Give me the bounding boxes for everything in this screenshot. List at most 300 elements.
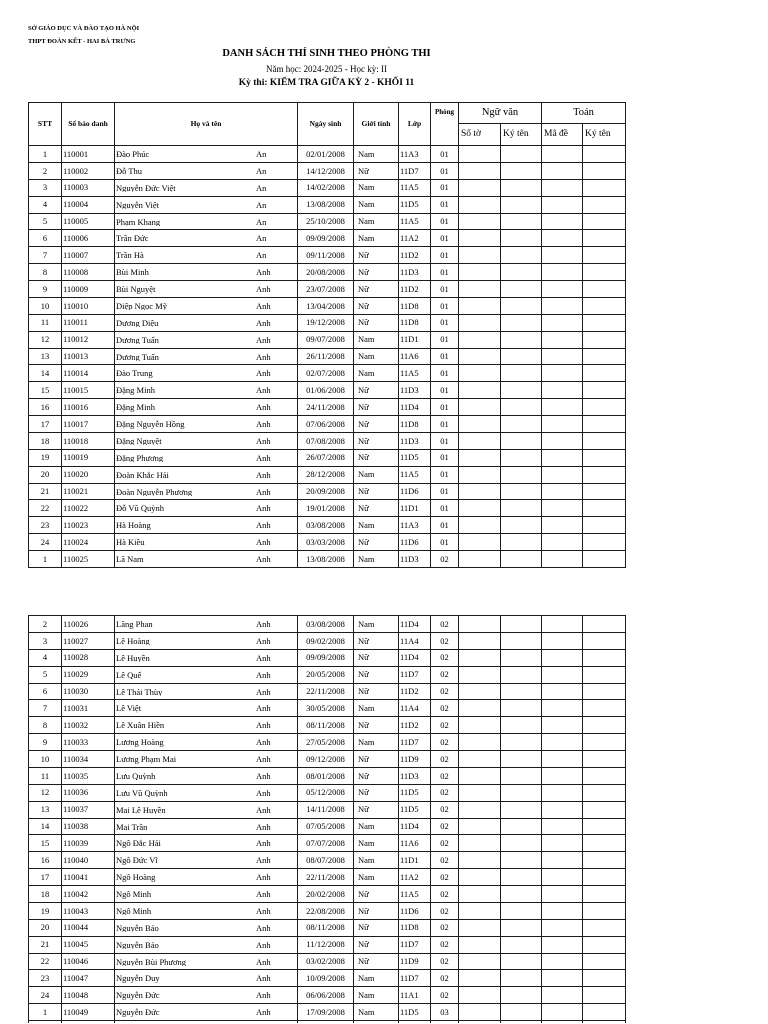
name-cell: [115, 534, 298, 551]
room-cell: 02: [431, 987, 459, 1004]
gender-cell: Nữ: [354, 649, 399, 666]
stt-cell: 16: [29, 399, 62, 416]
name-cell: [115, 700, 298, 717]
gender-cell: Nữ: [354, 936, 399, 953]
birth-date-cell: 10/09/2008: [298, 970, 354, 987]
candidate-id-cell: 110009: [62, 281, 115, 298]
surname-text: Ngô Hoàng: [116, 873, 156, 882]
table-row: [29, 314, 626, 331]
birth-date-cell: 20/05/2008: [298, 666, 354, 683]
surname-text: Ngô Đắc Hải: [116, 839, 161, 848]
surname-text: Lương Phạm Mai: [116, 755, 177, 764]
name-cell: [115, 449, 298, 466]
candidate-id-cell: 110016: [62, 399, 115, 416]
name-cell: [115, 1004, 298, 1021]
birth-date-cell: 20/09/2008: [298, 483, 354, 500]
math-signature-cell: [583, 196, 626, 213]
literature-sheets-cell: [459, 970, 501, 987]
gender-cell: Nữ: [354, 632, 399, 649]
class-cell: 11A4: [399, 700, 431, 717]
literature-sheets-cell: [459, 683, 501, 700]
surname-text: Dương Tuấn: [116, 352, 159, 362]
literature-signature-cell: [501, 700, 542, 717]
literature-sheets-cell: [459, 399, 501, 416]
math-exam-code-cell: [542, 632, 583, 649]
candidate-id-cell: 110029: [62, 666, 115, 683]
partial-cell: [431, 1021, 459, 1024]
stt-cell: 15: [29, 382, 62, 399]
candidate-id-cell: 110020: [62, 466, 115, 483]
name-cell: [115, 936, 298, 953]
candidate-id-cell: 110008: [62, 264, 115, 281]
name-cell: [115, 382, 298, 399]
math-signature-cell: [583, 399, 626, 416]
col-header-candidate-id: Số báo danh: [62, 103, 115, 146]
room-cell: 02: [431, 902, 459, 919]
class-cell: 11A6: [399, 348, 431, 365]
class-cell: 11D5: [399, 1004, 431, 1021]
given-name-text: Anh: [256, 435, 271, 446]
table-row: [29, 297, 626, 314]
candidate-id-cell: 110035: [62, 767, 115, 784]
literature-sheets-cell: [459, 835, 501, 852]
candidate-id-cell: 110045: [62, 936, 115, 953]
partial-cell: [115, 1021, 298, 1024]
room-cell: 02: [431, 818, 459, 835]
candidate-id-cell: 110038: [62, 818, 115, 835]
room-cell: 02: [431, 734, 459, 751]
math-exam-code-cell: [542, 886, 583, 903]
candidate-id-cell: 110040: [62, 852, 115, 869]
table-row: [29, 416, 626, 433]
literature-signature-cell: [501, 683, 542, 700]
name-cell: [115, 987, 298, 1004]
candidate-id-cell: 110017: [62, 416, 115, 433]
stt-cell: 23: [29, 970, 62, 987]
birth-date-cell: 26/07/2008: [298, 449, 354, 466]
math-exam-code-cell: [542, 919, 583, 936]
candidate-id-cell: 110004: [62, 196, 115, 213]
math-signature-cell: [583, 162, 626, 179]
stt-cell: 4: [29, 196, 62, 213]
class-cell: 11D8: [399, 297, 431, 314]
math-exam-code-cell: [542, 902, 583, 919]
name-cell: [115, 466, 298, 483]
stt-cell: 8: [29, 717, 62, 734]
birth-date-cell: 07/07/2008: [298, 835, 354, 852]
room-cell: 02: [431, 632, 459, 649]
birth-date-cell: 14/12/2008: [298, 162, 354, 179]
class-cell: 11D7: [399, 734, 431, 751]
school-name: THPT ĐOÀN KẾT - HAI BÀ TRƯNG: [28, 38, 136, 45]
birth-date-cell: 08/11/2008: [298, 919, 354, 936]
literature-sheets-cell: [459, 869, 501, 886]
stt-cell: 14: [29, 818, 62, 835]
given-name-text: An: [256, 182, 267, 193]
literature-sheets-cell: [459, 886, 501, 903]
given-name-text: Anh: [256, 872, 271, 883]
stt-cell: 9: [29, 734, 62, 751]
surname-text: Nguyễn Bảo: [116, 940, 159, 950]
literature-signature-cell: [501, 551, 542, 568]
stt-cell: 5: [29, 666, 62, 683]
class-cell: 11A6: [399, 835, 431, 852]
table-row: [29, 534, 626, 551]
literature-signature-cell: [501, 483, 542, 500]
candidate-id-cell: 110043: [62, 902, 115, 919]
table-row: [29, 399, 626, 416]
math-signature-cell: [583, 281, 626, 298]
table-row: [29, 281, 626, 298]
candidate-id-cell: 110012: [62, 331, 115, 348]
class-cell: 11D4: [399, 616, 431, 633]
candidate-id-cell: 110021: [62, 483, 115, 500]
math-signature-cell: [583, 632, 626, 649]
gender-cell: Nữ: [354, 902, 399, 919]
room-cell: 01: [431, 534, 459, 551]
name-cell: [115, 801, 298, 818]
table-row: [29, 466, 626, 483]
math-signature-cell: [583, 919, 626, 936]
math-signature-cell: [583, 230, 626, 247]
stt-cell: 7: [29, 247, 62, 264]
birth-date-cell: 14/02/2008: [298, 179, 354, 196]
given-name-text: Anh: [256, 990, 271, 1001]
col-header-literature-sheets: Số tờ: [459, 124, 501, 146]
name-cell: [115, 683, 298, 700]
stt-cell: 6: [29, 683, 62, 700]
name-cell: [115, 852, 298, 869]
literature-signature-cell: [501, 936, 542, 953]
candidate-id-cell: 110022: [62, 500, 115, 517]
name-cell: [115, 416, 298, 433]
math-signature-cell: [583, 852, 626, 869]
candidate-id-cell: 110013: [62, 348, 115, 365]
room-cell: 01: [431, 297, 459, 314]
birth-date-cell: 09/02/2008: [298, 632, 354, 649]
gender-cell: Nữ: [354, 886, 399, 903]
partial-row: [29, 1021, 626, 1024]
literature-signature-cell: [501, 632, 542, 649]
class-cell: 11A5: [399, 365, 431, 382]
table-row: [29, 970, 626, 987]
candidate-id-cell: 110033: [62, 734, 115, 751]
name-cell: [115, 500, 298, 517]
literature-sheets-cell: [459, 1004, 501, 1021]
class-cell: 11A5: [399, 179, 431, 196]
math-signature-cell: [583, 517, 626, 534]
math-exam-code-cell: [542, 449, 583, 466]
col-header-full-name: Họ và tên: [115, 103, 298, 146]
given-name-text: An: [256, 216, 267, 227]
literature-sheets-cell: [459, 196, 501, 213]
surname-text: Lưu Quỳnh: [116, 771, 156, 781]
given-name-text: Anh: [256, 703, 271, 714]
gender-cell: Nữ: [354, 534, 399, 551]
candidate-id-cell: 110007: [62, 247, 115, 264]
col-header-birth-date: Ngày sinh: [298, 103, 354, 146]
given-name-text: An: [256, 250, 267, 261]
surname-text: Hà Hoàng: [116, 521, 151, 530]
class-cell: 11D6: [399, 534, 431, 551]
math-exam-code-cell: [542, 852, 583, 869]
literature-signature-cell: [501, 869, 542, 886]
given-name-text: Anh: [256, 855, 271, 866]
birth-date-cell: 19/01/2008: [298, 500, 354, 517]
surname-text: Hà Kiều: [116, 538, 145, 547]
gender-cell: Nữ: [354, 483, 399, 500]
room-cell: 01: [431, 146, 459, 163]
room-cell: 01: [431, 466, 459, 483]
surname-text: Nguyễn Việt: [116, 200, 160, 210]
room-cell: 02: [431, 683, 459, 700]
table-row: [29, 835, 626, 852]
birth-date-cell: 22/11/2008: [298, 869, 354, 886]
birth-date-cell: 02/07/2008: [298, 365, 354, 382]
table-row: [29, 517, 626, 534]
surname-text: Nguyễn Bảo: [116, 923, 159, 933]
literature-sheets-cell: [459, 919, 501, 936]
math-exam-code-cell: [542, 987, 583, 1004]
surname-text: Đặng Nguyệt: [116, 436, 162, 446]
room-cell: 02: [431, 886, 459, 903]
room-cell: 02: [431, 936, 459, 953]
table-row: [29, 196, 626, 213]
surname-text: Nguyễn Bùi Phương: [116, 957, 187, 967]
given-name-text: Anh: [256, 770, 271, 781]
candidate-id-cell: 110001: [62, 146, 115, 163]
surname-text: Đào Trung: [116, 369, 153, 378]
gender-cell: Nữ: [354, 666, 399, 683]
name-cell: [115, 767, 298, 784]
table-row: [29, 365, 626, 382]
literature-signature-cell: [501, 919, 542, 936]
room-cell: 02: [431, 751, 459, 768]
candidate-id-cell: 110014: [62, 365, 115, 382]
literature-signature-cell: [501, 852, 542, 869]
literature-signature-cell: [501, 432, 542, 449]
stt-cell: 12: [29, 784, 62, 801]
partial-cell: [542, 1021, 583, 1024]
surname-text: Nguyễn Đức: [116, 1008, 160, 1017]
surname-text: Đặng Phương: [116, 453, 164, 463]
gender-cell: Nữ: [354, 281, 399, 298]
candidate-id-cell: 110019: [62, 449, 115, 466]
class-cell: 11A5: [399, 213, 431, 230]
literature-signature-cell: [501, 902, 542, 919]
table-row: [29, 700, 626, 717]
surname-text: Lã Nam: [116, 555, 144, 564]
stt-cell: 20: [29, 466, 62, 483]
literature-sheets-cell: [459, 751, 501, 768]
exam-name: Kỳ thi: KIỂM TRA GIỮA KỲ 2 - KHỐI 11: [238, 78, 415, 88]
given-name-text: Anh: [256, 889, 271, 900]
math-exam-code-cell: [542, 666, 583, 683]
stt-cell: 24: [29, 987, 62, 1004]
literature-sheets-cell: [459, 483, 501, 500]
literature-signature-cell: [501, 331, 542, 348]
surname-text: Mai Trần: [116, 822, 148, 832]
math-signature-cell: [583, 500, 626, 517]
birth-date-cell: 20/08/2008: [298, 264, 354, 281]
table-row: [29, 247, 626, 264]
surname-text: Đặng Minh: [116, 386, 155, 395]
class-cell: 11D2: [399, 683, 431, 700]
candidate-id-cell: 110006: [62, 230, 115, 247]
literature-sheets-cell: [459, 331, 501, 348]
given-name-text: Anh: [256, 720, 271, 731]
given-name-text: Anh: [256, 619, 271, 630]
given-name-text: Anh: [256, 351, 271, 362]
room-cell: 01: [431, 213, 459, 230]
literature-sheets-cell: [459, 936, 501, 953]
math-signature-cell: [583, 449, 626, 466]
stt-cell: 8: [29, 264, 62, 281]
name-cell: [115, 835, 298, 852]
math-exam-code-cell: [542, 416, 583, 433]
literature-sheets-cell: [459, 314, 501, 331]
surname-text: Lê Huyền: [116, 653, 150, 663]
room-cell: 02: [431, 551, 459, 568]
math-exam-code-cell: [542, 331, 583, 348]
literature-sheets-cell: [459, 987, 501, 1004]
stt-cell: 10: [29, 297, 62, 314]
name-cell: [115, 666, 298, 683]
candidate-id-cell: 110036: [62, 784, 115, 801]
candidate-id-cell: 110039: [62, 835, 115, 852]
literature-sheets-cell: [459, 953, 501, 970]
math-exam-code-cell: [542, 432, 583, 449]
birth-date-cell: 27/05/2008: [298, 734, 354, 751]
room-cell: 01: [431, 179, 459, 196]
birth-date-cell: 03/08/2008: [298, 616, 354, 633]
math-exam-code-cell: [542, 784, 583, 801]
literature-signature-cell: [501, 213, 542, 230]
class-cell: 11A4: [399, 632, 431, 649]
col-header-math-exam-code: Mã đề: [542, 124, 583, 146]
candidate-id-cell: 110028: [62, 649, 115, 666]
class-cell: 11D3: [399, 264, 431, 281]
name-cell: [115, 616, 298, 633]
table-row: [29, 213, 626, 230]
given-name-text: Anh: [256, 537, 271, 548]
literature-signature-cell: [501, 953, 542, 970]
class-cell: 11D8: [399, 919, 431, 936]
math-exam-code-cell: [542, 818, 583, 835]
partial-cell: [501, 1021, 542, 1024]
gender-cell: Nam: [354, 869, 399, 886]
table-header: [29, 103, 626, 146]
stt-cell: 6: [29, 230, 62, 247]
room-cell: 01: [431, 500, 459, 517]
candidate-id-cell: 110015: [62, 382, 115, 399]
table-row: [29, 818, 626, 835]
surname-text: Lăng Phan: [116, 620, 153, 629]
math-exam-code-cell: [542, 734, 583, 751]
math-signature-cell: [583, 886, 626, 903]
class-cell: 11D5: [399, 449, 431, 466]
birth-date-cell: 03/03/2008: [298, 534, 354, 551]
math-signature-cell: [583, 213, 626, 230]
birth-date-cell: 30/05/2008: [298, 700, 354, 717]
surname-text: Đặng Minh: [116, 403, 155, 412]
surname-text: Ngô Minh: [116, 906, 152, 916]
table-row: [29, 500, 626, 517]
literature-signature-cell: [501, 500, 542, 517]
math-signature-cell: [583, 466, 626, 483]
room-cell: 03: [431, 1004, 459, 1021]
room-cell: 01: [431, 348, 459, 365]
room-cell: 01: [431, 416, 459, 433]
math-signature-cell: [583, 869, 626, 886]
math-signature-cell: [583, 970, 626, 987]
given-name-text: Anh: [256, 300, 271, 311]
literature-sheets-cell: [459, 213, 501, 230]
surname-text: Nguyễn Duy: [116, 974, 160, 983]
literature-signature-cell: [501, 382, 542, 399]
table-row: [29, 632, 626, 649]
math-signature-cell: [583, 953, 626, 970]
gender-cell: Nữ: [354, 382, 399, 399]
name-cell: [115, 230, 298, 247]
partial-cell: [298, 1021, 354, 1024]
department-name: SỞ GIÁO DỤC VÀ ĐÀO TẠO HÀ NỘI: [28, 25, 140, 32]
given-name-text: Anh: [256, 385, 271, 396]
candidate-id-cell: 110005: [62, 213, 115, 230]
table-row: [29, 902, 626, 919]
literature-sheets-cell: [459, 466, 501, 483]
birth-date-cell: 22/08/2008: [298, 902, 354, 919]
room-cell: 01: [431, 449, 459, 466]
birth-date-cell: 07/08/2008: [298, 432, 354, 449]
gender-cell: Nam: [354, 1004, 399, 1021]
literature-signature-cell: [501, 297, 542, 314]
room-cell: 01: [431, 517, 459, 534]
class-cell: 11D4: [399, 649, 431, 666]
literature-signature-cell: [501, 314, 542, 331]
gender-cell: Nam: [354, 551, 399, 568]
class-cell: 11A1: [399, 987, 431, 1004]
class-cell: 11D3: [399, 551, 431, 568]
room-cell: 01: [431, 247, 459, 264]
literature-signature-cell: [501, 835, 542, 852]
room-cell: 02: [431, 700, 459, 717]
room-cell: 01: [431, 331, 459, 348]
room-cell: 02: [431, 852, 459, 869]
school-year: Năm học: 2024-2025 - Học kỳ: II: [266, 64, 387, 74]
given-name-text: Anh: [256, 284, 271, 295]
gender-cell: Nữ: [354, 784, 399, 801]
surname-text: Lê Việt: [116, 704, 142, 713]
class-cell: 11D8: [399, 314, 431, 331]
birth-date-cell: 07/06/2008: [298, 416, 354, 433]
given-name-text: Anh: [256, 1007, 271, 1018]
math-exam-code-cell: [542, 348, 583, 365]
given-name-text: Anh: [256, 503, 271, 514]
table-row: [29, 987, 626, 1004]
gender-cell: Nữ: [354, 717, 399, 734]
surname-text: Diệp Ngọc Mỹ: [116, 301, 167, 311]
candidate-table-page-2: [28, 615, 626, 1023]
stt-cell: 1: [29, 1004, 62, 1021]
candidate-id-cell: 110018: [62, 432, 115, 449]
candidate-id-cell: 110031: [62, 700, 115, 717]
stt-cell: 19: [29, 449, 62, 466]
gender-cell: Nam: [354, 365, 399, 382]
math-signature-cell: [583, 348, 626, 365]
given-name-text: Anh: [256, 486, 271, 497]
candidate-id-cell: 110046: [62, 953, 115, 970]
